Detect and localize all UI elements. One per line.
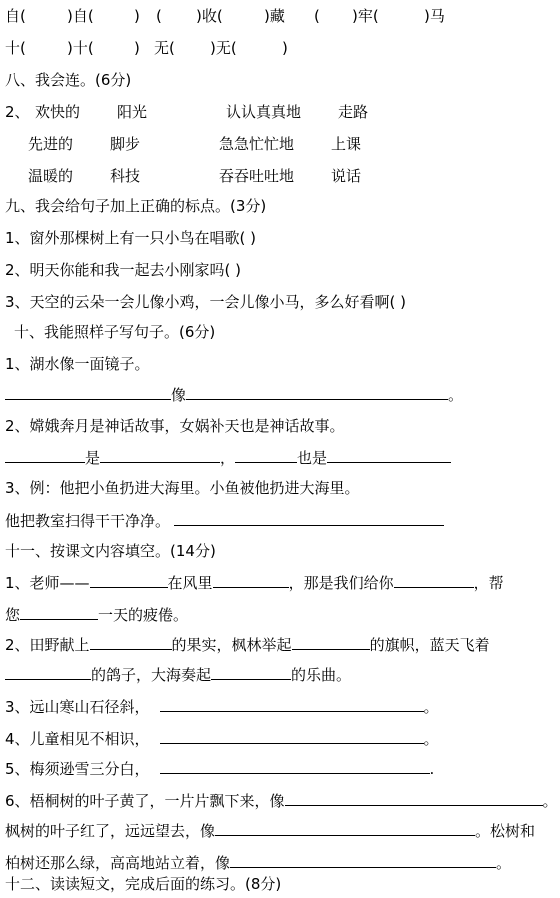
blank-line[interactable] [5,664,91,680]
question-text [5,696,439,717]
section-heading: 八、我会连。(6分) [5,71,132,89]
question-text: 1、窗外那棵树上有一只小鸟在唱歌( ) [5,229,257,247]
blank-line[interactable] [230,852,496,868]
answer-text: 。 [542,792,558,810]
fill-text: ) [282,39,288,57]
answer-text: 。 [423,698,439,716]
fill-text: ) [134,7,140,25]
fill-text: ) [134,39,140,57]
answer-text: . [429,760,435,778]
fill-text: 十( [5,39,26,57]
blank-line[interactable] [215,820,475,836]
blank-line[interactable] [160,696,424,712]
match-word: 欢快的 [35,103,81,121]
answer-text: 。 [423,730,439,748]
blank-line[interactable] [90,572,168,588]
fill-text: 无( [154,39,175,57]
question-text: 1、湖水像一面镜子。 [5,355,150,373]
answer-text: 的旗帜，蓝天飞着 [369,636,490,654]
fill-text: ( [314,7,320,25]
match-number: 2、 [5,103,30,121]
question-text [5,790,558,811]
question-text [5,604,188,625]
blank-line[interactable] [292,634,370,650]
fill-text: )藏 [264,7,285,25]
match-word: 上课 [331,135,362,153]
answer-text: 也是 [297,449,328,467]
answer-text: 一天的疲倦。 [98,606,189,624]
blank-line[interactable] [90,634,172,650]
answer-text: 您 [5,606,21,624]
answer-text: 3、远山寒山石径斜， [5,698,150,716]
section-heading: 九、我会给句子加上正确的标点。(3分) [5,197,267,215]
match-word: 吞吞吐吐地 [219,167,295,185]
answer-text: ， [220,449,236,467]
answer-text: 。松树和 [475,822,536,840]
match-word: 认认真真地 [226,103,302,121]
answer-text: 枫树的叶子红了，远远望去，像 [5,822,216,840]
blank-line[interactable] [186,384,448,400]
blank-line[interactable] [160,728,424,744]
answer-text: 。 [448,386,464,404]
question-text: 3、天空的云朵一会儿像小鸡，一会儿像小马，多么好看啊( ) [5,293,407,311]
answer-text: 5、梅须逊雪三分白， [5,760,150,778]
answer-text: 在风里 [167,574,213,592]
match-word: 脚步 [110,135,141,153]
section-heading: 十、我能照样子写句子。(6分) [14,323,216,341]
blank-line[interactable] [5,384,171,400]
answer-line [5,447,451,468]
fill-text: )收( [196,7,223,25]
fill-text: )马 [424,7,445,25]
section-heading: 十二、读读短文，完成后面的练习。(8分) [5,875,282,893]
fill-text: )十( [67,39,94,57]
answer-text: 的鸽子，大海奏起 [91,666,212,684]
answer-text: 。 [496,854,512,872]
blank-line[interactable] [235,447,297,463]
answer-text: 是 [85,449,101,467]
section-heading: 十一、按课文内容填空。(14分) [5,542,216,560]
match-word: 温暖的 [28,167,74,185]
answer-line [5,384,463,405]
answer-text: ，那是我们给你 [288,574,394,592]
question-text [5,758,434,779]
answer-text: 2、田野献上 [5,636,90,654]
match-word: 阳光 [117,103,148,121]
question-text [5,572,504,593]
answer-text: 6、梧桐树的叶子黄了，一片片飘下来，像 [5,792,285,810]
blank-line[interactable] [5,447,85,463]
blank-line[interactable] [20,604,98,620]
answer-text: 的果实，枫林举起 [171,636,292,654]
fill-text: )自( [67,7,94,25]
question-text: 2、明天你能和我一起去小刚家吗( ) [5,261,242,279]
answer-text: ，帮 [473,574,504,592]
answer-text: 像 [171,386,187,404]
answer-text: 1、老师—— [5,574,90,592]
blank-line[interactable] [327,447,451,463]
fill-text: 自( [5,7,26,25]
question-text [5,852,511,873]
blank-line[interactable] [213,572,289,588]
blank-line[interactable] [285,790,543,806]
fill-text: )牢( [352,7,379,25]
blank-line[interactable] [174,510,444,526]
question-text [5,634,490,655]
answer-text: 4、儿童相见不相识， [5,730,150,748]
answer-text: 他把教室扫得干干净净。 [5,512,171,530]
fill-text: ( [156,7,162,25]
match-word: 急急忙忙地 [219,135,295,153]
blank-line[interactable] [394,572,474,588]
fill-text: )无( [210,39,237,57]
question-text [5,820,535,841]
match-word: 科技 [110,167,141,185]
match-word: 先进的 [28,135,74,153]
blank-line[interactable] [160,758,430,774]
answer-line [5,510,444,531]
answer-text: 的乐曲。 [291,666,352,684]
question-text: 2、嫦娥奔月是神话故事，女娲补天也是神话故事。 [5,417,345,435]
match-word: 走路 [338,103,369,121]
question-text: 3、例：他把小鱼扔进大海里。小鱼被他扔进大海里。 [5,479,360,497]
question-text [5,728,439,749]
blank-line[interactable] [100,447,220,463]
answer-text: 柏树还那么绿，高高地站立着，像 [5,854,231,872]
blank-line[interactable] [211,664,291,680]
match-word: 说话 [331,167,362,185]
question-text [5,664,351,685]
